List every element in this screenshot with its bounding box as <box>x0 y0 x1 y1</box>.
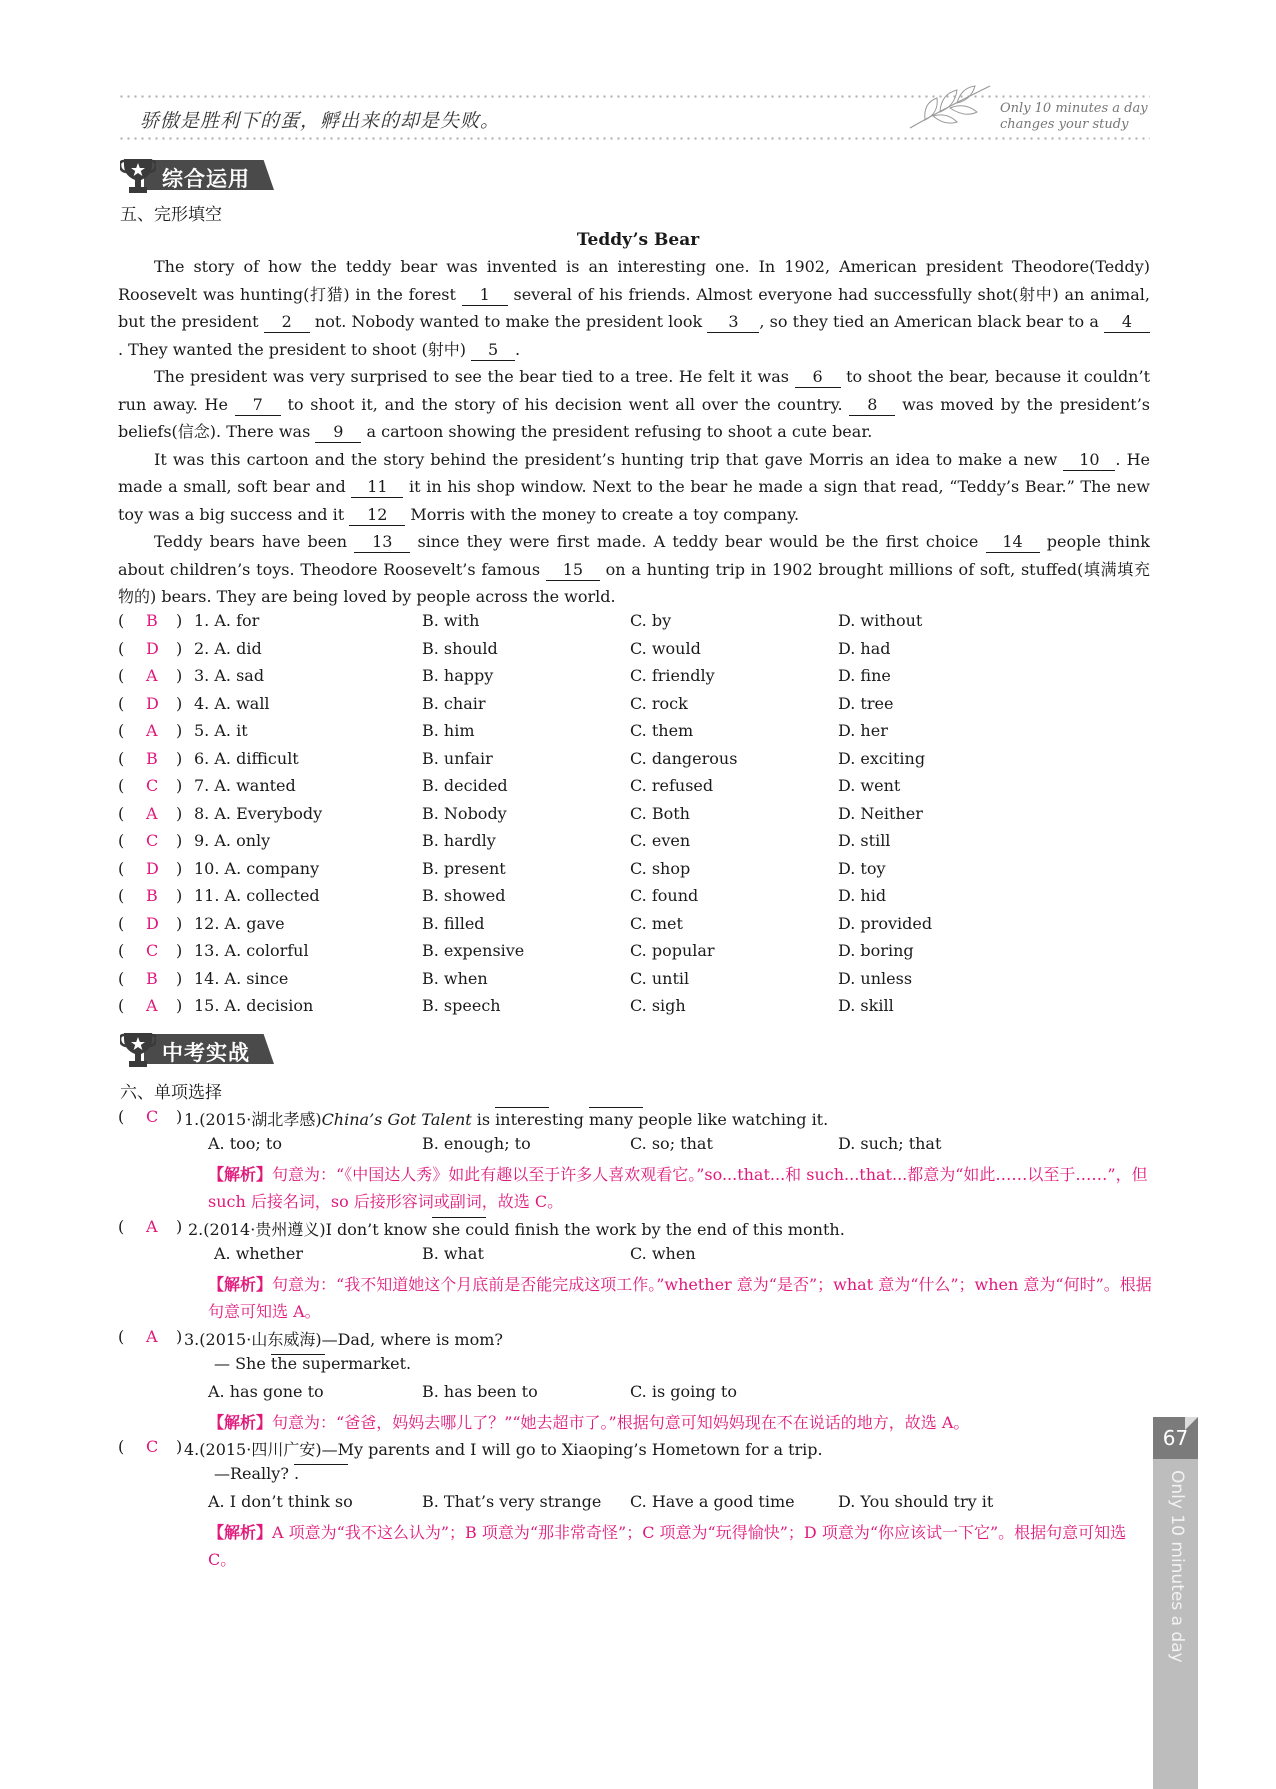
option-a: 7. A. wanted <box>194 776 296 795</box>
option-d: D. fine <box>838 666 891 685</box>
option-a: A. I don’t think so <box>208 1492 353 1511</box>
answer-letter: C <box>146 1437 159 1456</box>
option-c: C. rock <box>630 693 688 713</box>
paren-open: ( <box>118 693 125 713</box>
question-stem-line2: —Really? . <box>214 1464 299 1483</box>
option-a: 6. A. difficult <box>194 748 299 768</box>
option-a: 5. A. it <box>194 721 248 740</box>
paren-open: ( <box>118 886 125 905</box>
option-b: B. should <box>422 638 498 658</box>
paren-open: ( <box>118 721 125 740</box>
blank-12: 12 <box>349 505 405 526</box>
paren-open: ( <box>118 803 125 823</box>
section-banner-2 <box>120 1029 276 1069</box>
page-fold-corner <box>1185 1417 1198 1430</box>
blank-5: 5 <box>471 340 515 361</box>
blank-6: 6 <box>795 367 841 388</box>
paren-open: ( <box>118 638 125 658</box>
paren-close: ) <box>176 913 183 933</box>
paren-close: ) <box>176 968 183 988</box>
banner-text: 综合运用 <box>162 167 250 191</box>
option-a: A. too; to <box>208 1134 282 1153</box>
option-b: B. enough; to <box>422 1134 531 1153</box>
blank-11: 11 <box>351 477 403 498</box>
paren-close: ) <box>176 996 183 1015</box>
answer-letter: A <box>146 996 158 1015</box>
choice-question-3: ( A ) 3.(2015·山东威海)—Dad, where is mom? <box>118 1327 503 1349</box>
cloze-passage <box>118 253 1150 611</box>
option-c: C. friendly <box>630 666 715 685</box>
passage-paragraph: The president was very surprised to see the bear tied to a tree. He felt it was 6 to shoot the bear, because it couldn’t run away. He 7 to shoot it, and the story of his decision went all over the country. 8 was moved by the president’s beliefs(信念). There was 9 a cartoon showing the president refusing to shoot a cute bear. <box>118 367 1151 441</box>
answer-letter: A <box>146 803 158 823</box>
cloze-question-row <box>118 996 1158 1023</box>
passage-paragraph: It was this cartoon and the story behind the president’s hunting trip that gave Morris an idea to make a new 10 . He made a small, soft bear and 11 it in his shop window. Next to the bear he made a sign that read, “Teddy’s Bear.” The new toy was a big success and it 12 Morris with the money to create a toy company. <box>118 449 1151 524</box>
cloze-question-row <box>118 666 1158 693</box>
option-b: B. unfair <box>422 748 493 768</box>
paren-open: ( <box>118 831 125 850</box>
option-a: 8. A. Everybody <box>194 803 323 823</box>
cloze-question-row <box>118 831 1158 858</box>
answer-letter: B <box>146 611 158 630</box>
cloze-question-row <box>118 969 1158 996</box>
blank-14: 14 <box>986 532 1040 553</box>
answer-letter: C <box>146 1107 159 1126</box>
option-d: D. skill <box>838 996 894 1015</box>
paren-close: ) <box>176 831 183 850</box>
section-title-choice: 六、单项选择 <box>120 1083 222 1103</box>
option-a: A. has gone to <box>208 1382 324 1401</box>
cloze-question-row <box>118 914 1158 941</box>
option-d: D. unless <box>838 968 913 988</box>
side-slogan: Only 10 minutes a day <box>1167 1470 1187 1663</box>
header-dots-bottom <box>118 137 1150 140</box>
option-d: D. tree <box>838 693 894 713</box>
answer-letter: C <box>146 941 159 960</box>
answer-letter: D <box>146 858 159 878</box>
option-c: C. so; that <box>630 1134 713 1153</box>
question-3-dialogue <box>118 1354 1158 1381</box>
option-a: 10. A. company <box>194 858 320 878</box>
blank-2: 2 <box>264 312 310 333</box>
paren-close: ) <box>176 941 183 960</box>
cloze-question-row <box>118 941 1158 968</box>
answer-letter: D <box>146 693 159 713</box>
cloze-question-row <box>118 639 1158 666</box>
option-a: 15. A. decision <box>194 996 314 1015</box>
option-d: D. toy <box>838 858 886 878</box>
option-b: B. what <box>422 1244 484 1263</box>
answer-letter: C <box>146 831 159 850</box>
option-a: 9. A. only <box>194 831 271 850</box>
option-c: C. by <box>630 611 672 630</box>
question-stem: 1.(2015·湖北孝感)China’s Got Talent is interesting many people like watching it. <box>184 1107 828 1130</box>
paren-close: ) <box>176 776 183 795</box>
choice-question-2: ( A ) 2.(2014·贵州遵义)I don’t know she could finish the work by the end of this month. <box>118 1217 845 1239</box>
passage-paragraph: The story of how the teddy bear was invented is an interesting one. In 1902, American president Theodore(Teddy) Roosevelt was hunting(打猎) in the forest 1 several of his friends. Almost everyone had successfully shot(射中) an animal, but the president 2 not. Nobody wanted to make the president look 3 , so they tied an American black bear to a 4. They wanted the president to shoot (射中) 5 . <box>118 257 1150 359</box>
blank-8: 8 <box>849 395 895 416</box>
paren-close: ) <box>176 886 183 905</box>
paren-close: ) <box>176 748 183 768</box>
option-c: C. them <box>630 721 694 740</box>
blank-1: 1 <box>462 285 508 306</box>
cloze-question-row <box>118 611 1158 638</box>
option-c: C. until <box>630 968 690 988</box>
question-2-options <box>118 1244 1158 1271</box>
cloze-question-row <box>118 886 1158 913</box>
paren-open: ( <box>118 941 125 960</box>
answer-letter: B <box>146 748 158 768</box>
paren-open: ( <box>118 666 125 685</box>
option-c: C. shop <box>630 858 691 878</box>
option-c: C. refused <box>630 776 714 795</box>
option-d: D. You should try it <box>838 1492 994 1511</box>
option-b: B. him <box>422 721 475 740</box>
cloze-question-row <box>118 749 1158 776</box>
option-c: C. sigh <box>630 996 686 1015</box>
question-stem: 3.(2015·山东威海)—Dad, where is mom? <box>184 1330 503 1349</box>
paren-open: ( <box>118 996 125 1015</box>
answer-letter: A <box>146 666 158 685</box>
question-stem: 4.(2015·四川广安)—My parents and I will go to Xiaoping’s Hometown for a trip. <box>184 1440 823 1459</box>
answer-letter: B <box>146 968 158 988</box>
option-a: 11. A. collected <box>194 886 320 905</box>
page-number: 67 <box>1153 1417 1198 1459</box>
question-stem: 2.(2014·贵州遵义)I don’t know she could finish the work by the end of this month. <box>188 1217 845 1240</box>
header-dots-top <box>118 95 1150 98</box>
option-d: D. boring <box>838 941 914 960</box>
option-b: B. Nobody <box>422 803 507 823</box>
option-b: B. hardly <box>422 831 496 850</box>
blank-9: 9 <box>315 422 361 443</box>
blank-15: 15 <box>546 560 600 581</box>
header-slogan <box>1000 101 1148 133</box>
blank-10: 10 <box>1063 450 1115 471</box>
explanation-2: 【解析】句意为：“我不知道她这个月底前是否能完成这项工作。”whether 意为“是否”；what 意为“什么”；when 意为“何时”。根据句意可知选 A。 <box>208 1275 1152 1321</box>
paren-close: ) <box>176 693 183 713</box>
explanation-3: 【解析】句意为：“爸爸，妈妈去哪儿了？”“她去超市了。”根据句意可知妈妈现在不在说话的地方，故选 A。 <box>208 1413 970 1432</box>
option-c: C. when <box>630 1244 696 1263</box>
paren-close: ) <box>176 638 183 658</box>
option-d: D. went <box>838 776 901 795</box>
answer-letter: D <box>146 913 159 933</box>
option-c: C. is going to <box>630 1382 737 1401</box>
paren-open: ( <box>118 968 125 988</box>
option-c: C. popular <box>630 941 715 960</box>
passage-paragraph: Teddy bears have been 13 since they were first made. A teddy bear would be the first choice 14 people think about children’s toys. Theodore Roosevelt’s famous 15 on a hunting trip in 1902 brought millions of soft, stuffed(填满填充物的) bears. They are being loved by people across the world. <box>118 532 1151 606</box>
slogan-line-2: changes your study <box>1000 117 1129 132</box>
option-a: A. whether <box>214 1244 304 1263</box>
option-d: D. without <box>838 611 923 630</box>
cloze-question-row <box>118 721 1158 748</box>
question-1-options <box>118 1134 1158 1161</box>
paren-open: ( <box>118 611 125 630</box>
option-a: 2. A. did <box>194 638 262 658</box>
option-c: C. Both <box>630 803 690 823</box>
question-4-options <box>118 1492 1158 1519</box>
option-a: 14. A. since <box>194 968 289 988</box>
answer-letter: B <box>146 886 158 905</box>
paren-close: ) <box>176 721 183 740</box>
explanation-1: 【解析】句意为：“《中国达人秀》如此有趣以至于许多人喜欢观看它。”so...that...和 such...that...都意为“如此……以至于……”，但 such 后接名词，so 后接形容词或副词，故选 C。 <box>208 1165 1148 1211</box>
option-a: 3. A. sad <box>194 666 265 685</box>
cloze-question-row <box>118 694 1158 721</box>
blank-3: 3 <box>707 312 759 333</box>
question-3-options <box>118 1382 1158 1409</box>
paren-open: ( <box>118 913 125 933</box>
question-4-dialogue <box>118 1464 1158 1491</box>
option-c: C. found <box>630 886 699 905</box>
option-b: B. expensive <box>422 941 525 960</box>
answer-letter: A <box>146 1217 158 1236</box>
cloze-question-row <box>118 804 1158 831</box>
option-d: D. hid <box>838 886 887 905</box>
blank-4: 4 <box>1104 312 1150 333</box>
story-title: Teddy’s Bear <box>576 230 700 250</box>
option-a: 1. A. for <box>194 611 260 630</box>
header-motto: 骄傲是胜利下的蛋，孵出来的却是失败。 <box>140 110 501 132</box>
option-b: B. has been to <box>422 1382 538 1401</box>
option-b: B. showed <box>422 886 506 905</box>
trophy-icon <box>120 1029 156 1069</box>
trophy-icon <box>120 155 156 195</box>
option-c: C. dangerous <box>630 748 738 768</box>
option-d: D. exciting <box>838 748 926 768</box>
option-a: 12. A. gave <box>194 913 285 933</box>
option-b: B. speech <box>422 996 501 1015</box>
option-d: D. such; that <box>838 1134 942 1153</box>
paren-close: ) <box>176 666 183 685</box>
option-c: C. would <box>630 638 701 658</box>
option-b: B. That’s very strange <box>422 1492 602 1511</box>
question-stem-line2: — She the supermarket. <box>214 1354 412 1373</box>
option-d: D. provided <box>838 913 933 933</box>
option-c: C. met <box>630 913 683 933</box>
option-d: D. still <box>838 831 891 850</box>
option-c: C. Have a good time <box>630 1492 795 1511</box>
answer-letter: A <box>146 721 158 740</box>
cloze-question-row <box>118 859 1158 886</box>
blank-13: 13 <box>354 532 410 553</box>
section-banner-1 <box>120 155 276 195</box>
section-title-cloze: 五、完形填空 <box>120 205 222 225</box>
choice-question-4: ( C ) 4.(2015·四川广安)—My parents and I will go to Xiaoping’s Hometown for a trip. <box>118 1437 823 1459</box>
paren-open: ( <box>118 858 125 878</box>
option-b: B. happy <box>422 666 494 685</box>
option-a: 13. A. colorful <box>194 941 309 960</box>
paren-open: ( <box>118 776 125 795</box>
banner-text: 中考实战 <box>162 1041 250 1065</box>
option-b: B. filled <box>422 913 485 933</box>
option-b: B. present <box>422 858 506 878</box>
answer-letter: C <box>146 776 159 795</box>
paren-close: ) <box>176 611 183 630</box>
choice-question-1: ( C ) 1.(2015·湖北孝感)China’s Got Talent is interesting many people like watching it. <box>118 1107 829 1129</box>
answer-letter: A <box>146 1327 158 1346</box>
paren-close: ) <box>176 858 183 878</box>
option-d: D. Neither <box>838 803 923 823</box>
paren-close: ) <box>176 803 183 823</box>
option-b: B. with <box>422 611 480 630</box>
option-a: 4. A. wall <box>194 693 270 713</box>
answer-letter: D <box>146 638 159 658</box>
blank-7: 7 <box>235 395 281 416</box>
slogan-line-1: Only 10 minutes a day <box>1000 101 1148 116</box>
option-c: C. even <box>630 831 691 850</box>
option-b: B. when <box>422 968 488 988</box>
leaf-sketch-icon <box>905 78 995 136</box>
option-d: D. had <box>838 638 891 658</box>
option-b: B. decided <box>422 776 508 795</box>
paren-open: ( <box>118 748 125 768</box>
option-b: B. chair <box>422 693 486 713</box>
explanation-4: 【解析】A 项意为“我不这么认为”；B 项意为“那非常奇怪”；C 项意为“玩得愉快”；D 项意为“你应该试一下它”。根据句意可知选 C。 <box>208 1523 1127 1569</box>
option-d: D. her <box>838 721 888 740</box>
cloze-question-row <box>118 776 1158 803</box>
